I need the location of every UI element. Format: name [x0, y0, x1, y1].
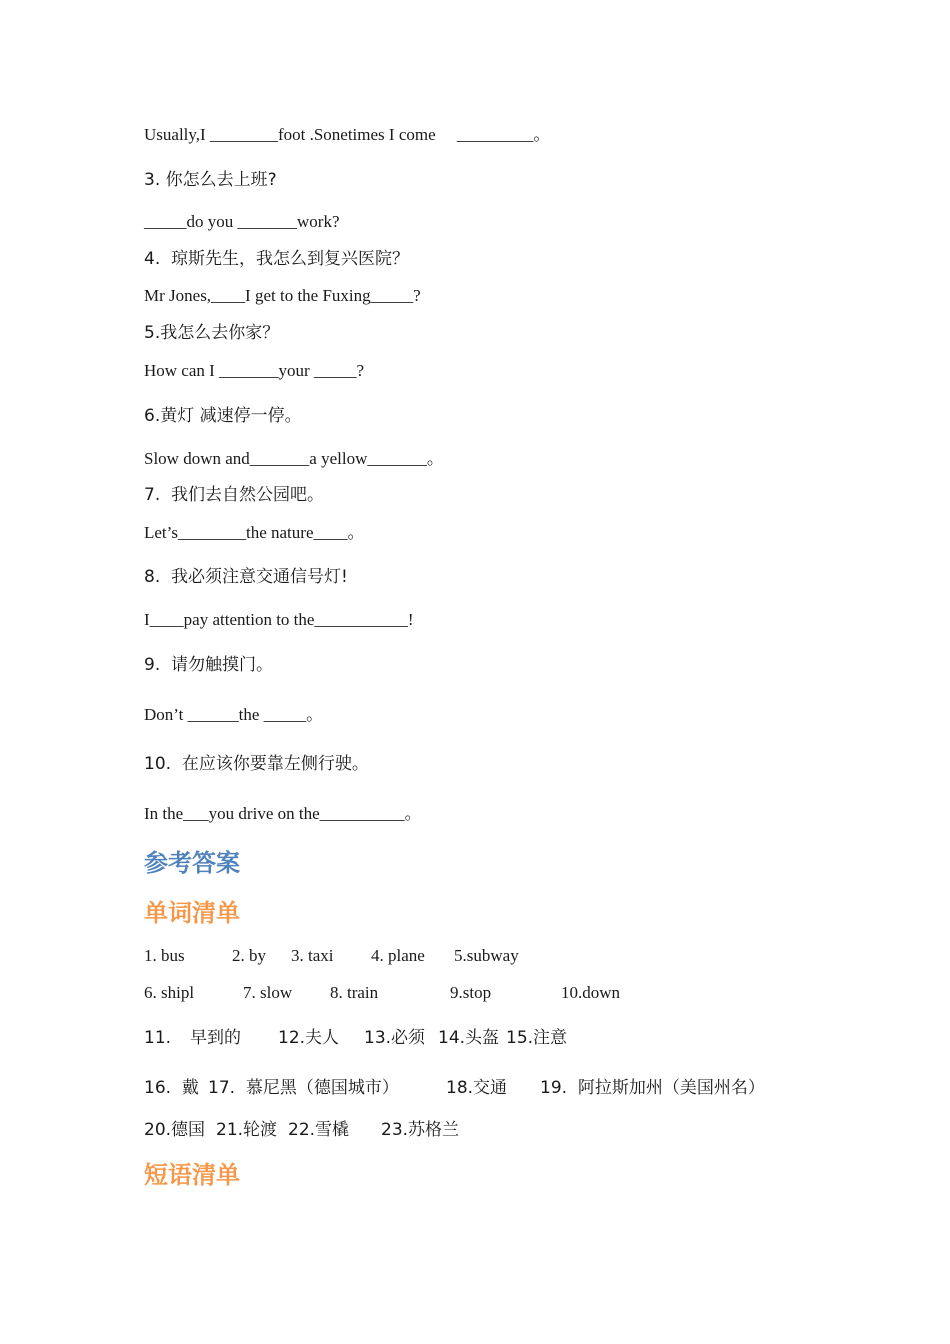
exercise-6-english: Slow down and_______a yellow_______。: [144, 449, 444, 468]
vocab-row-1: [144, 944, 744, 968]
exercise-10-english: In the___you drive on the__________。: [144, 804, 422, 823]
vocab-item: 22.雪橇: [288, 1120, 350, 1140]
vocab-item: 10.down: [561, 983, 621, 1002]
answer-key-heading: 参考答案: [144, 849, 240, 877]
vocab-item: 21.轮渡: [216, 1120, 278, 1140]
vocab-item: 7. slow: [243, 983, 293, 1002]
exercise-2-english: Usually,I ________foot .Sonetimes I come _________。: [144, 125, 551, 144]
exercise-10-chinese: 10. 在应该你要靠左侧行驶。: [144, 754, 369, 774]
vocab-item: 19. 阿拉斯加州（美国州名）: [540, 1078, 765, 1098]
exercise-9-chinese: 9. 请勿触摸门。: [144, 655, 274, 675]
vocab-item: 12.夫人: [278, 1028, 340, 1048]
phrase-list-heading: 短语清单: [144, 1161, 240, 1189]
vocab-item: 3. taxi: [291, 946, 334, 965]
vocab-item: 13.必须: [364, 1028, 426, 1048]
exercise-8-chinese: 8. 我必须注意交通信号灯!: [144, 567, 348, 587]
vocab-item: 14.头盔: [438, 1028, 500, 1048]
vocab-item: 16. 戴: [144, 1078, 199, 1098]
vocab-item: 18.交通: [446, 1078, 508, 1098]
vocab-item: 早到的: [190, 1028, 241, 1048]
exercise-7-chinese: 7. 我们去自然公园吧。: [144, 485, 325, 505]
vocab-item: 9.stop: [450, 983, 492, 1002]
vocab-row-2: [144, 981, 744, 1005]
vocab-item: 1. bus: [144, 946, 185, 965]
vocab-item: 15.注意: [506, 1028, 568, 1048]
vocab-item: 2. by: [232, 946, 266, 965]
exercise-3-english: _____do you _______work?: [144, 212, 340, 231]
exercise-7-english: Let’s________the nature____。: [144, 523, 365, 542]
vocab-list-heading: 单词清单: [144, 899, 240, 927]
vocab-row-4: [144, 1076, 824, 1100]
vocab-item: 20.德国: [144, 1120, 206, 1140]
exercise-5-english: How can I _______your _____?: [144, 361, 365, 380]
vocab-item: 5.subway: [454, 946, 519, 965]
vocab-item: 6. shipl: [144, 983, 195, 1002]
exercise-5-chinese: 5.我怎么去你家？: [144, 323, 280, 343]
vocab-item: 8. train: [330, 983, 379, 1002]
exercise-9-english: Don’t ______the _____。: [144, 705, 324, 724]
vocab-item: 23.苏格兰: [381, 1120, 460, 1140]
exercise-3-chinese: 3. 你怎么去上班?: [144, 170, 277, 190]
vocab-item: 4. plane: [371, 946, 425, 965]
exercise-8-english: I____pay attention to the___________!: [144, 610, 414, 629]
exercise-6-chinese: 6.黄灯 减速停一停。: [144, 406, 302, 426]
exercise-4-english: Mr Jones,____I get to the Fuxing_____?: [144, 286, 421, 305]
vocab-item: 11.: [144, 1028, 172, 1048]
vocab-row-5: [144, 1118, 744, 1142]
vocab-item: 17. 慕尼黑（德国城市）: [208, 1078, 399, 1098]
vocab-row-3: [144, 1026, 744, 1050]
exercise-4-chinese: 4. 琼斯先生，我怎么到复兴医院？: [144, 249, 410, 269]
